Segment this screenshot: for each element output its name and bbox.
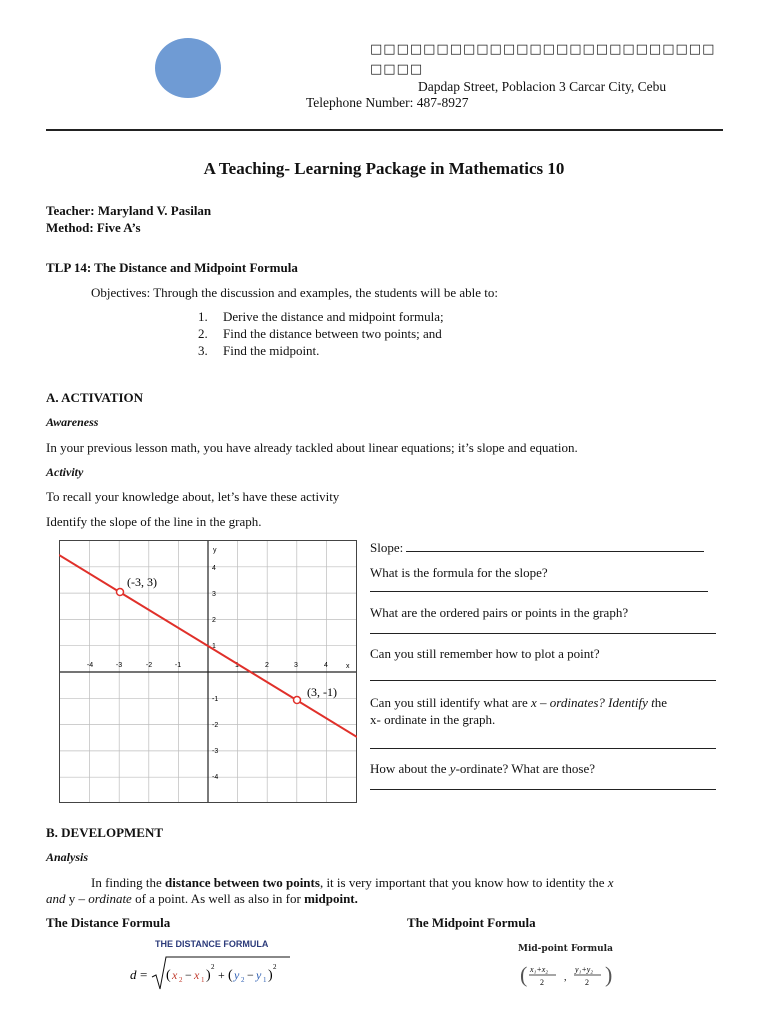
slope-answer-blank: [406, 551, 704, 552]
distance-formula-image-title: THE DISTANCE FORMULA: [155, 939, 269, 949]
y-tick-label: -2: [212, 722, 219, 729]
point-a-label: (-3, 3): [127, 575, 157, 589]
x-tick-label: -4: [86, 662, 94, 669]
objectives-intro: Objectives: Through the discussion and examples, the students will be able to:: [91, 285, 499, 300]
question-4: Can you still identify what are x – ordinates? Identify the: [370, 695, 668, 710]
svg-text:2: 2: [540, 978, 544, 987]
point-b-label: (3, -1): [307, 685, 337, 699]
svg-text:d: d: [130, 967, 137, 982]
midpoint-formula-equation: [520, 960, 630, 992]
svg-text:x₁+x₂: x₁+x₂: [530, 965, 549, 974]
svg-text:2: 2: [179, 976, 183, 984]
method-line: Method: Five A’s: [46, 220, 141, 235]
y-tick-label: 3: [212, 591, 216, 598]
x-tick-label: 4: [324, 662, 328, 669]
identify-text: Identify the slope of the line in the graph.: [46, 514, 262, 529]
svg-text:x: x: [172, 968, 178, 982]
answer-blank-2: [370, 633, 716, 634]
objectives-list: [198, 308, 444, 359]
distance-formula-heading: The Distance Formula: [46, 915, 171, 930]
svg-text:1: 1: [263, 976, 267, 984]
question-5: How about the y-ordinate? What are those?: [370, 761, 596, 776]
question-1: What is the formula for the slope?: [370, 565, 548, 580]
activation-heading: A. ACTIVATION: [46, 390, 144, 405]
awareness-label: Awareness: [46, 415, 99, 429]
coordinate-graph: [59, 540, 357, 803]
svg-text:−: −: [247, 968, 254, 982]
answer-blank-4: [370, 748, 716, 749]
svg-text:y: y: [256, 968, 262, 982]
answer-blank-1: [370, 591, 708, 592]
list-item: 1. Derive the distance and midpoint formula;: [198, 309, 444, 324]
point-b-marker: [294, 697, 301, 704]
school-telephone: Telephone Number: 487-8927: [306, 95, 469, 110]
svg-text:=: =: [140, 967, 148, 982]
list-item: 2. Find the distance between two points; and: [198, 326, 442, 341]
y-axis-label: y: [213, 547, 217, 554]
y-tick-label: 4: [212, 565, 216, 572]
midpoint-formula-heading: The Midpoint Formula: [407, 915, 536, 930]
midpoint-formula-image: [508, 940, 638, 994]
svg-text:y: y: [234, 968, 240, 982]
y-tick-label: -3: [212, 748, 219, 755]
answer-blank-5: [370, 789, 716, 790]
x-tick-label: -1: [174, 662, 182, 669]
y-tick-label: 1: [212, 643, 216, 650]
svg-text:,: ,: [564, 972, 567, 983]
question-3: Can you still remember how to plot a point?: [370, 646, 600, 661]
x-tick-label: 3: [294, 662, 298, 669]
school-name: □□□□□□□□□□□□□□□□□□□□□□□□□□□□□□: [370, 42, 716, 77]
svg-text:+: +: [218, 968, 225, 982]
activity-label: Activity: [46, 465, 84, 479]
svg-text:(: (: [166, 968, 171, 983]
svg-text:−: −: [185, 968, 192, 982]
list-item: 3. Find the midpoint.: [198, 343, 320, 358]
header-divider: [46, 129, 723, 131]
svg-text:x: x: [194, 968, 200, 982]
answer-blank-3: [370, 680, 716, 681]
svg-text:): ): [206, 968, 211, 983]
x-tick-label: -2: [145, 662, 153, 669]
midpoint-formula-image-title: Mid-point Formula: [518, 944, 613, 954]
teacher-line: Teacher: Maryland V. Pasilan: [46, 203, 212, 218]
slope-question: Slope:: [370, 539, 720, 556]
svg-text:y₁+y₂: y₁+y₂: [575, 965, 594, 974]
distance-formula-equation: [128, 953, 293, 995]
awareness-text: In your previous lesson math, you have already tackled about linear equations; it’s slope and equation.: [46, 440, 578, 455]
x-tick-label: -3: [115, 662, 123, 669]
activity-text: To recall your knowledge about, let’s have these activity: [46, 489, 340, 504]
x-tick-label: 2: [265, 662, 269, 669]
development-heading: B. DEVELOPMENT: [46, 825, 164, 840]
page-title: A Teaching- Learning Package in Mathematics 10: [203, 159, 565, 178]
school-logo: [155, 38, 221, 98]
tlp-heading: TLP 14: The Distance and Midpoint Formula: [46, 260, 298, 275]
svg-text:): ): [268, 968, 273, 983]
x-axis-label: x: [346, 663, 350, 670]
svg-text:(: (: [228, 968, 233, 983]
question-4-cont: x- ordinate in the graph.: [370, 712, 496, 727]
svg-text:2: 2: [585, 978, 589, 987]
point-a-marker: [117, 589, 124, 596]
y-tick-label: 2: [212, 617, 216, 624]
analysis-label: Analysis: [46, 850, 89, 864]
analysis-paragraph-1: In finding the distance between two points, it is very important that you know how to identity the x: [91, 875, 614, 890]
x-tick-label: 1: [235, 662, 239, 669]
analysis-paragraph-2: and y – ordinate of a point. As well as also in for midpoint.: [46, 891, 358, 906]
question-2: What are the ordered pairs or points in the graph?: [370, 605, 629, 620]
svg-text:2: 2: [273, 963, 277, 971]
svg-text:2: 2: [241, 976, 245, 984]
svg-text:(: (: [520, 962, 528, 987]
svg-text:2: 2: [211, 963, 215, 971]
svg-text:1: 1: [201, 976, 205, 984]
svg-text:): ): [605, 962, 613, 987]
school-address: Dapdap Street, Poblacion 3 Carcar City, Cebu: [418, 79, 667, 94]
distance-formula-image: [128, 933, 293, 995]
y-tick-label: -1: [212, 696, 219, 703]
y-tick-label: -4: [212, 774, 219, 781]
